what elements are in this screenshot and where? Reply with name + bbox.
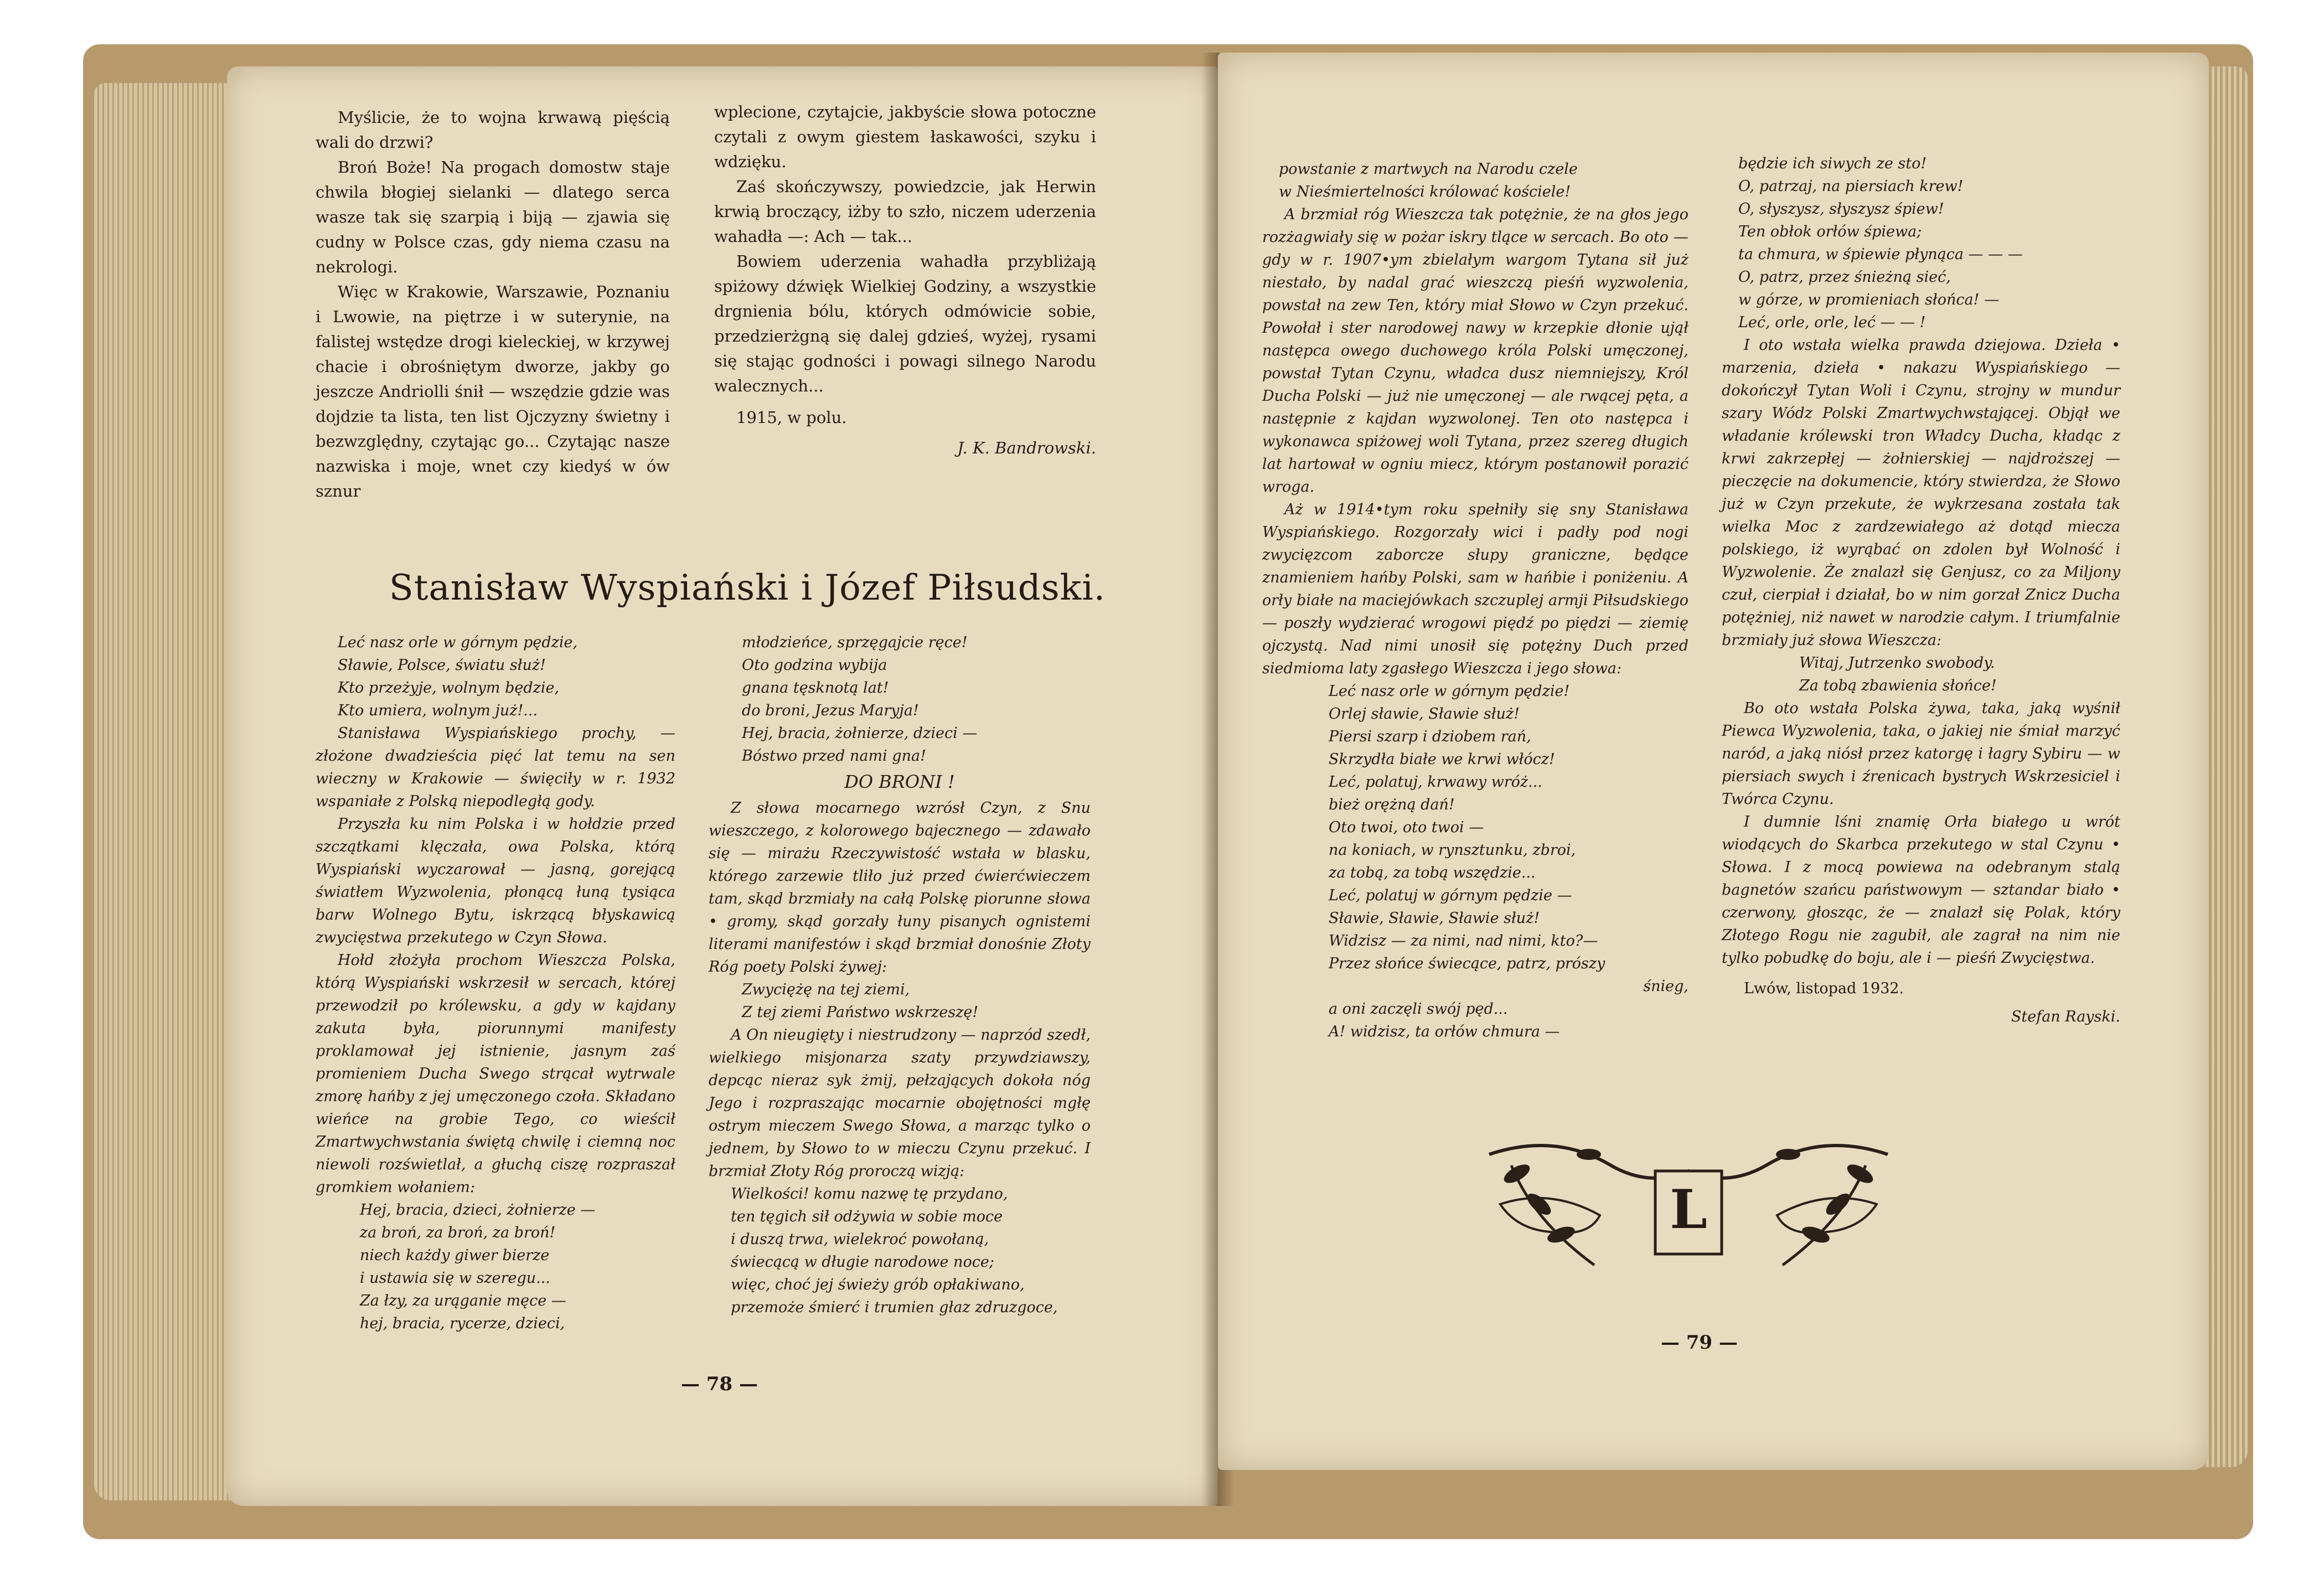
verse-block [316, 1199, 675, 1335]
verse-line: Witaj, Jutrzenko swobody. [1799, 654, 1995, 672]
verse-line: Leć, orle, orle, leć — — ! [1738, 314, 1926, 331]
verse-line: Ten obłok orłów śpiewa; [1738, 223, 1922, 240]
epigraph [316, 631, 675, 722]
verse-line: przemoże śmierć i trumien głaz zdruzgoce, [731, 1299, 1058, 1316]
verse-line: niech każdy giwer bierze [360, 1247, 550, 1264]
verse-line: ten tęgich sił odżywia w sobie moce [731, 1208, 1003, 1225]
paragraph: Przyszła ku nim Polska i w hołdzie przed szczątkami klęczała, owa Polska, którą Wyspiański wyczarował — jasną, gorejącą światłem Wyzwolenia, płonącą łuną tysiąca barw Wolnego Bytu, iskrzącą błyskawicą zwycięstwa przekutego w Czyn Słowa. [316, 816, 675, 946]
left-top-column-2 [714, 100, 1096, 461]
verse-line: ta chmura, w śpiewie płynąca — — — [1738, 246, 2023, 263]
verse-line: Sławie, Polsce, światu służ! [338, 657, 546, 674]
verse-line: powstanie z martwych na Narodu czele [1279, 161, 1578, 178]
paragraph: Zaś skończywszy, powiedzcie, jak Herwin krwią broczący, iżby to szło, niczem uderzenia wahadła —: Ach — tak... [714, 177, 1096, 246]
verse-line: Bóstwo przed nami gna! [742, 747, 926, 765]
verse-line: Orlej sławie, Sławie służ! [1329, 705, 1520, 723]
verse-line: i duszą trwa, wielekroć powołaną, [731, 1231, 989, 1248]
paragraph: Bo oto wstała Polska żywa, taka, jaką wyśnił Piewca Wyzwolenia, taka, o jakiej nie śmiał marzyć naród, a jaką niósł przez katorgę i łagry Sybiru — w piersiach swych i źrenicach bystrych Wskrzesiciel i Twórca Czynu. [1722, 700, 2120, 808]
verse-line: Za tobą zbawienia słońce! [1799, 677, 1997, 694]
paragraph: Bowiem uderzenia wahadła przybliżają spiżowy dźwięk Wielkiej Godziny, a wszystkie drgnienia bólu, których odmówicie sobie, przedzierżgną się dalej gdzieś, wyżej, rysami się stając godności i powagi silnego Narodu walecznych... [714, 252, 1096, 395]
verse-line: Leć, polatuj, krwawy wróż... [1329, 773, 1542, 791]
verse-block [709, 1183, 1091, 1319]
verse-line: i ustawia się w szeregu... [360, 1270, 550, 1287]
verse-line: Wielkości! komu nazwę tę przydano, [731, 1185, 1008, 1203]
verse-line: Oto twoi, oto twoi — [1329, 819, 1484, 836]
paragraph: A On nieugięty i niestrudzony — naprzód szedł, wielkiego misjonarza szaty przywdziawszy, depcąc nieraz syk żmij, pełzających dokoła nóg Jego i rozpraszając mocarnie obojętności mgłę ostrym mieczem Swego Słowa, a marząc tylko o jednem, by Słowo to w mieczu Czynu przekuć. I brzmiał Złoty Róg proroczą wizją: [709, 1026, 1091, 1180]
left-top-column-1 [316, 105, 670, 504]
page-number: — 78 — [681, 1373, 758, 1395]
verse-line: więc, choć jej świeży grób opłakiwano, [731, 1276, 1025, 1293]
paragraph: I dumnie lśni znamię Orła białego u wrót wiodących do Skarbca przekutego w stal Czynu • Słowa. I z mocą powiewa na odebranym stalą bagnetów szańcu państwowym — sztandar biało • czerwony, głosząc, że — znalazł się Polak, który Złotego Rogu nie zagubił, ale zagrał na nim nie tylko pobudkę do boju, ale i — pieśń Zwycięstwa. [1722, 813, 2120, 967]
paragraph: Z słowa mocarnego wzrósł Czyn, z Snu wieszczego, z kolorowego bajecznego — zdawało się — mirażu Rzeczywistość wstała w blasku, którego zarzewie tliło już przed ćwierćwieczem tam, skąd brzmiały na całą Polskę piorunne słowa • gromy, skąd gorzały łuny pisanych ognistemi literami manifestów i skąd brzmiał donośnie Złoty Róg poety Polski żywej: [709, 799, 1091, 976]
ornament-initial: L [1670, 1178, 1707, 1241]
page-number: — 79 — [1661, 1332, 1738, 1354]
left-bottom-column-1 [316, 631, 675, 1335]
verse-block [1262, 680, 1688, 1043]
verse-block [1262, 158, 1688, 203]
paragraph: Aż w 1914•tym roku spełniły się sny Stanisława Wyspiańskiego. Rozgorzały wici i padły pod nogi zwycięzcom zaborcze słupy graniczne, będące znamieniem hańby Polski, sam w hańbie i poniżeniu. A orły białe na maciejówkach szczuplej armji Piłsudskiego — poszły wydzierać wrogowi piędź po piędzi — ziemię ojczystą. Nad nimi unosił się potężny Duch przed siedmioma laty zgasłego Wieszcza i jego słowa: [1262, 501, 1688, 677]
verse-line: Sławie, Sławie, Sławie służ! [1329, 910, 1540, 927]
verse-block [1722, 152, 2120, 334]
paragraph: Hołd złożyła prochom Wieszcza Polska, którą Wyspiański wskrzesił w sercach, której przewodził po królewsku, a gdy w kajdany zakuta była, piorunnymi manifesty proklamował jej istnienie, jasnym zaś promieniem Ducha Swego strącał wytrwale zmorę hańby z jej umęczonego czoła. Składano wieńce na grobie Tego, co wieścił Zmartwychwstania świętą chwilę i ciemną noc niewoli rozświetlał, a głuchą ciszę rozpraszał gromkiem wołaniem: [316, 952, 675, 1196]
paragraph: Myślicie, że to wojna krwawą pięścią wali do drzwi? [316, 108, 670, 152]
verse-line: bież orężną dań! [1329, 796, 1455, 813]
paragraph: I oto wstała wielka prawda dziejowa. Dzieła • marzenia, dzieła • nakazu Wyspiańskiego — dokończył Tytan Woli i Czynu, strojny w mundur szary Wódz Polski Zmartwychwstającej. Objął we władanie królewski tron Władcy Ducha, kładąc z krwi zakrzepłej — żołnierskiej — najdroższej — pieczęcie na dokumencie, który stwierdza, że Słowo już w Czyn przekute, że wykrzesana została tak wielka Moc z zardzewiałego aż dotąd miecza polskiego, iż wyrąbać on zdolen był Wolność i Wyzwolenie. Że znalazł się Genjusz, co za Miljony czuł, cierpiał i działał, bo w nim gorzał Znicz Ducha potężniej, niż nawet w narodzie całym. I triumfalnie brzmiały już słowa Wieszcza: [1722, 337, 2120, 649]
verse-line: Hej, bracia, żołnierze, dzieci — [742, 725, 978, 742]
verse-line: w Nieśmiertelności królować kościele! [1279, 183, 1571, 200]
verse-line: Kto umiera, wolnym już!... [338, 702, 538, 719]
verse-line: Skrzydła białe we krwi włócz! [1329, 751, 1555, 768]
left-page [227, 66, 1218, 1506]
page-edges-left [94, 83, 238, 1500]
right-column-1 [1262, 158, 1688, 1043]
verse-line: Leć nasz orle w górnym pędzie, [338, 634, 578, 651]
paragraph: A brzmiał róg Wieszcza tak potężnie, że na głos jego rozżagwiały się w pożar iskry tlące w sercach. Bo oto — gdy w r. 1907•ym zbielałym wargom Tytana sił już niestało, by nadal grać wieszczą pieśń wyzwolenia, powstał na zew Ten, który miał Słowo w Czyn przekuć. Powołał i ster narodowej nawy w krzepkie dłonie ujął następca owego duchowego króla Polski umęczonej, powstał Tytan Czynu, władca dusz niemniejszy, Król Ducha Polski — już nie umęczonej — ale rwącej pęta, a następnie z kajdan wyzwolonej. Ten oto następca i wykonawca spiżowej woli Tytana, przez szereg długich lat hartował w ogniu miecz, którym postanowił porazić wroga. [1262, 206, 1688, 496]
article-title: Stanisław Wyspiański i Józef Piłsudski. [389, 567, 1106, 608]
verse-line: hej, bracia, rycerze, dzieci, [360, 1315, 565, 1332]
verse-line: O, słyszysz, słyszysz śpiew! [1738, 200, 1944, 218]
paragraph: Stanisława Wyspiańskiego prochy, — złożone dwadzieścia pięć lat temu na sen wieczny w Krakowie — święciły w r. 1932 wspaniałe z Polską niepodległą gody. [316, 725, 675, 810]
paragraph: Więc w Krakowie, Warszawie, Poznaniu i Lwowie, na piętrze i w suterynie, na falistej wstędze drogi kieleckiej, w krzywej chacie i obrośniętym dworze, jakby go jeszcze Andriolli śnił — wszędzie gdzie was dojdzie ta lista, ten list Ojczyzny świetny i bezwzględny, czytając go... Czytając nasze nazwiska i moje, wnet czy kiedyś w ów sznur [316, 282, 670, 501]
dateline: Lwów, listopad 1932. [1744, 980, 1904, 997]
verse-line: a oni zaczęli swój pęd... [1329, 1000, 1508, 1018]
verse-line: na koniach, w rynsztunku, zbroi, [1329, 842, 1576, 859]
verse-line: Piersi szarp i dziobem rań, [1329, 728, 1531, 745]
verse-block [709, 631, 1091, 767]
left-bottom-column-2 [709, 631, 1091, 1319]
verse-line: Widzisz — za nimi, nad nimi, kto?— [1329, 932, 1598, 950]
paragraph: wplecione, czytajcie, jakbyście słowa potoczne czytali z owym giestem łaskawości, szyku i wdzięku. [714, 102, 1096, 171]
verse-line: O, patrzaj, na piersiach krew! [1738, 178, 1964, 195]
section-heading: DO BRONI ! [844, 771, 955, 792]
verse-line: za tobą, za tobą wszędzie... [1329, 864, 1536, 881]
verse-line: Leć, polatuj w górnym pędzie — [1329, 887, 1572, 904]
verse-block [709, 978, 1091, 1024]
verse-line: Przez słońce świecące, patrz, prószy [1329, 955, 1605, 972]
dateline: 1915, w polu. [736, 408, 847, 427]
right-page [1218, 53, 2209, 1470]
verse-line: Oto godzina wybija [742, 657, 887, 674]
verse-line: do broni, Jezus Maryja! [742, 702, 919, 719]
page-edges-right [2203, 66, 2248, 1467]
signature: Stefan Rayski. [2011, 1008, 2120, 1025]
paragraph: Broń Boże! Na progach domostw staje chwila błogiej sielanki — dlatego serca wasze tak się szarpią i biją — zjawia się cudny w Polsce czas, gdy niema czasu na nekrologi. [316, 158, 670, 276]
verse-line: śnieg, [1643, 978, 1688, 995]
verse-line: Za łzy, za urąganie męce — [360, 1292, 566, 1309]
signature: J. K. Bandrowski. [957, 438, 1096, 457]
verse-line: świecącą w długie narodowe noce; [731, 1253, 994, 1271]
right-column-2 [1722, 152, 2120, 1028]
verse-line: będzie ich siwych ze sto! [1738, 155, 1927, 172]
verse-line: w górze, w promieniach słońca! — [1738, 291, 1999, 308]
verse-block [1722, 652, 2120, 697]
verse-line: Zwyciężę na tej ziemi, [742, 981, 910, 998]
verse-line: Kto przeżyje, wolnym będzie, [338, 679, 560, 696]
verse-line: A! widzisz, ta orłów chmura — [1329, 1023, 1560, 1040]
verse-line: młodzieńce, sprzęgajcie ręce! [742, 634, 968, 651]
verse-line: O, patrz, przez śnieżną sieć, [1738, 269, 1951, 286]
verse-line: za broń, za broń, za broń! [360, 1224, 556, 1241]
verse-line: gnana tęsknotą lat! [742, 679, 889, 696]
verse-line: Hej, bracia, dzieci, żołnierze — [360, 1201, 596, 1219]
verse-line: Z tej ziemi Państwo wskrzeszę! [742, 1004, 979, 1021]
verse-line: Leć nasz orle w górnym pędzie! [1329, 683, 1570, 700]
